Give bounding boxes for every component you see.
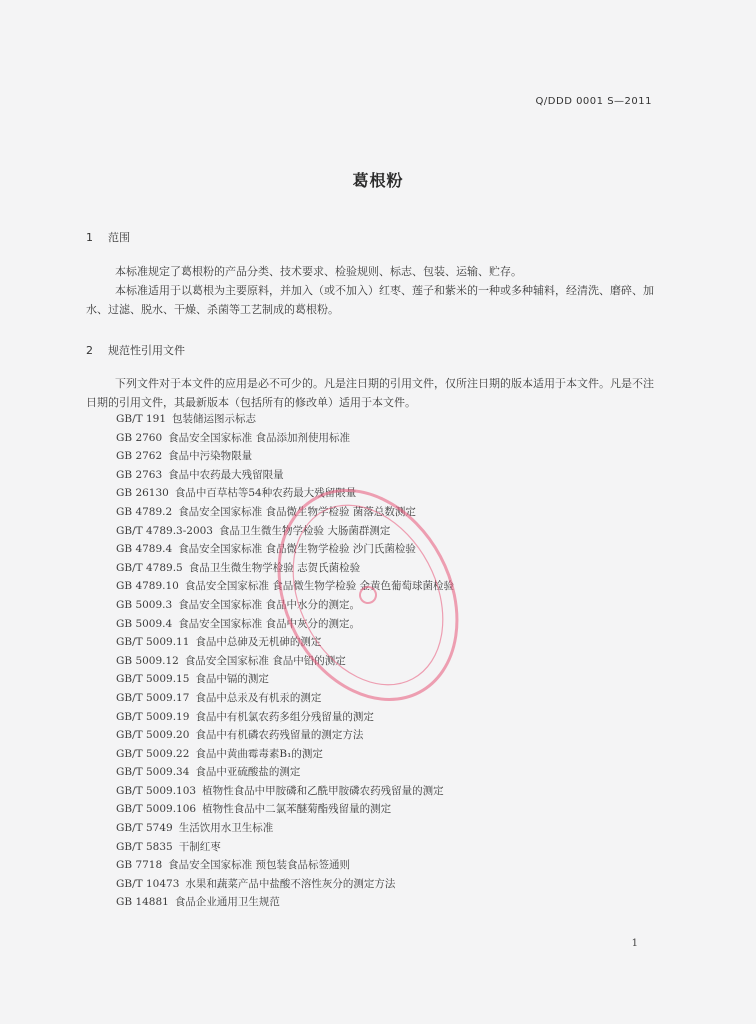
reference-item <box>116 577 454 596</box>
reference-title: 食品安全国家标准 食品微生物学检验 菌落总数测定 <box>178 505 416 518</box>
section-1-paragraph: 本标准适用于以葛根为主要原料，并加入（或不加入）红枣、莲子和紫米的一种或多种辅料，经清洗、磨碎、加水、过滤、脱水、干燥、杀菌等工艺制成的葛根粉。 <box>86 284 654 316</box>
reference-title: 食品安全国家标准 食品中铅的测定 <box>184 654 346 667</box>
reference-item <box>116 875 454 894</box>
reference-item <box>116 429 454 448</box>
reference-code: GB 4789.10 <box>116 580 179 593</box>
reference-title: 食品卫生微生物学检验 志贺氏菌检验 <box>188 561 361 574</box>
reference-item <box>116 726 454 745</box>
reference-code: GB/T 191 <box>116 413 167 425</box>
reference-code: GB/T 5009.19 <box>116 710 190 723</box>
reference-title: 干制红枣 <box>178 840 221 853</box>
reference-item <box>116 410 454 429</box>
reference-title: 食品卫生微生物学检验 大肠菌群测定 <box>219 524 391 537</box>
reference-title: 食品中总砷及无机砷的测定 <box>195 636 322 649</box>
reference-code: GB 4789.4 <box>116 543 173 556</box>
reference-item <box>116 447 454 466</box>
reference-code: GB/T 4789.5 <box>116 561 183 574</box>
reference-code: GB/T 5835 <box>116 840 173 853</box>
reference-code: GB 2762 <box>116 450 163 463</box>
reference-code: GB 14881 <box>116 896 169 909</box>
reference-item <box>116 559 454 578</box>
reference-item <box>116 689 454 708</box>
reference-title: 食品安全国家标准 食品微生物学检验 沙门氏菌检验 <box>178 543 416 556</box>
reference-code: GB 2763 <box>116 468 163 481</box>
reference-item <box>116 596 454 615</box>
section-2-heading <box>86 342 185 358</box>
reference-title: 食品中镉的测定 <box>195 673 269 686</box>
reference-code: GB 2760 <box>116 431 163 444</box>
reference-code: GB/T 5009.22 <box>116 747 190 760</box>
reference-title: 生活饮用水卫生标准 <box>178 822 274 835</box>
reference-item <box>116 503 454 522</box>
reference-code: GB/T 5009.15 <box>116 673 190 686</box>
reference-title: 食品中亚硫酸盐的测定 <box>195 766 301 779</box>
reference-code: GB/T 5009.17 <box>116 691 190 704</box>
document-title: 葛根粉 <box>352 171 404 190</box>
section-1-heading <box>86 229 130 245</box>
reference-item <box>116 466 454 485</box>
reference-item <box>116 763 454 782</box>
reference-item <box>116 856 454 875</box>
reference-list <box>116 410 454 912</box>
reference-title: 植物性食品中甲胺磷和乙酰甲胺磷农药残留量的测定 <box>202 784 444 797</box>
reference-code: GB 5009.12 <box>116 654 179 667</box>
reference-title: 食品中污染物限量 <box>168 450 253 463</box>
reference-title: 食品中黄曲霉毒素B₁的测定 <box>195 747 323 760</box>
reference-code: GB 5009.3 <box>116 598 173 611</box>
section-1-paragraph: 本标准规定了葛根粉的产品分类、技术要求、检验规则、标志、包装、运输、贮存。 <box>115 265 522 278</box>
reference-code: GB/T 5749 <box>116 822 173 835</box>
page-number: 1 <box>631 938 638 949</box>
reference-code: GB 5009.4 <box>116 617 173 630</box>
reference-item <box>116 838 454 857</box>
reference-code: GB/T 5009.106 <box>116 803 197 816</box>
section-title: 范围 <box>108 231 130 244</box>
reference-item <box>116 745 454 764</box>
reference-item <box>116 819 454 838</box>
reference-item <box>116 484 454 503</box>
reference-code: GB/T 4789.3-2003 <box>116 524 213 537</box>
reference-item <box>116 893 454 912</box>
section-number: 2 <box>86 344 93 357</box>
reference-title: 包装储运图示标志 <box>172 413 257 425</box>
reference-code: GB 4789.2 <box>116 505 173 518</box>
reference-title: 食品安全国家标准 食品微生物学检验 金黄色葡萄球菌检验 <box>184 580 455 593</box>
section-number: 1 <box>86 231 93 244</box>
reference-item <box>116 615 454 634</box>
reference-item <box>116 652 454 671</box>
reference-code: GB/T 5009.20 <box>116 729 190 742</box>
reference-code: GB/T 10473 <box>116 877 180 890</box>
reference-title: 水果和蔬菜产品中盐酸不溶性灰分的测定方法 <box>185 877 396 890</box>
reference-title: 食品安全国家标准 食品添加剂使用标准 <box>168 431 351 444</box>
reference-item <box>116 708 454 727</box>
reference-item <box>116 633 454 652</box>
reference-item <box>116 782 454 801</box>
reference-code: GB/T 5009.103 <box>116 784 197 797</box>
reference-title: 植物性食品中二氯苯醚菊酯残留量的测定 <box>202 803 392 816</box>
reference-title: 食品企业通用卫生规范 <box>174 896 280 909</box>
reference-item <box>116 540 454 559</box>
section-2-paragraph: 下列文件对于本文件的应用是必不可少的。凡是注日期的引用文件，仅所注日期的版本适用于本文件。凡是不注日期的引用文件，其最新版本（包括所有的修改单）适用于本文件。 <box>86 377 654 409</box>
reference-title: 食品中百草枯等54种农药最大残留限量 <box>174 487 357 500</box>
reference-code: GB/T 5009.34 <box>116 766 190 779</box>
reference-code: GB 7718 <box>116 859 163 872</box>
reference-title: 食品安全国家标准 预包装食品标签通则 <box>168 859 351 872</box>
reference-item <box>116 522 454 541</box>
reference-title: 食品中有机磷农药残留量的测定方法 <box>195 729 364 742</box>
section-title: 规范性引用文件 <box>108 344 185 357</box>
reference-title: 食品中总汞及有机汞的测定 <box>195 691 322 704</box>
reference-title: 食品中农药最大残留限量 <box>168 468 284 481</box>
reference-item <box>116 670 454 689</box>
reference-title: 食品中有机氯农药多组分残留量的测定 <box>195 710 374 723</box>
standard-code: Q/DDD 0001 S—2011 <box>535 96 652 107</box>
reference-code: GB/T 5009.11 <box>116 636 190 649</box>
reference-item <box>116 800 454 819</box>
reference-title: 食品安全国家标准 食品中水分的测定。 <box>178 598 361 611</box>
reference-title: 食品安全国家标准 食品中灰分的测定。 <box>178 617 361 630</box>
reference-code: GB 26130 <box>116 487 169 500</box>
